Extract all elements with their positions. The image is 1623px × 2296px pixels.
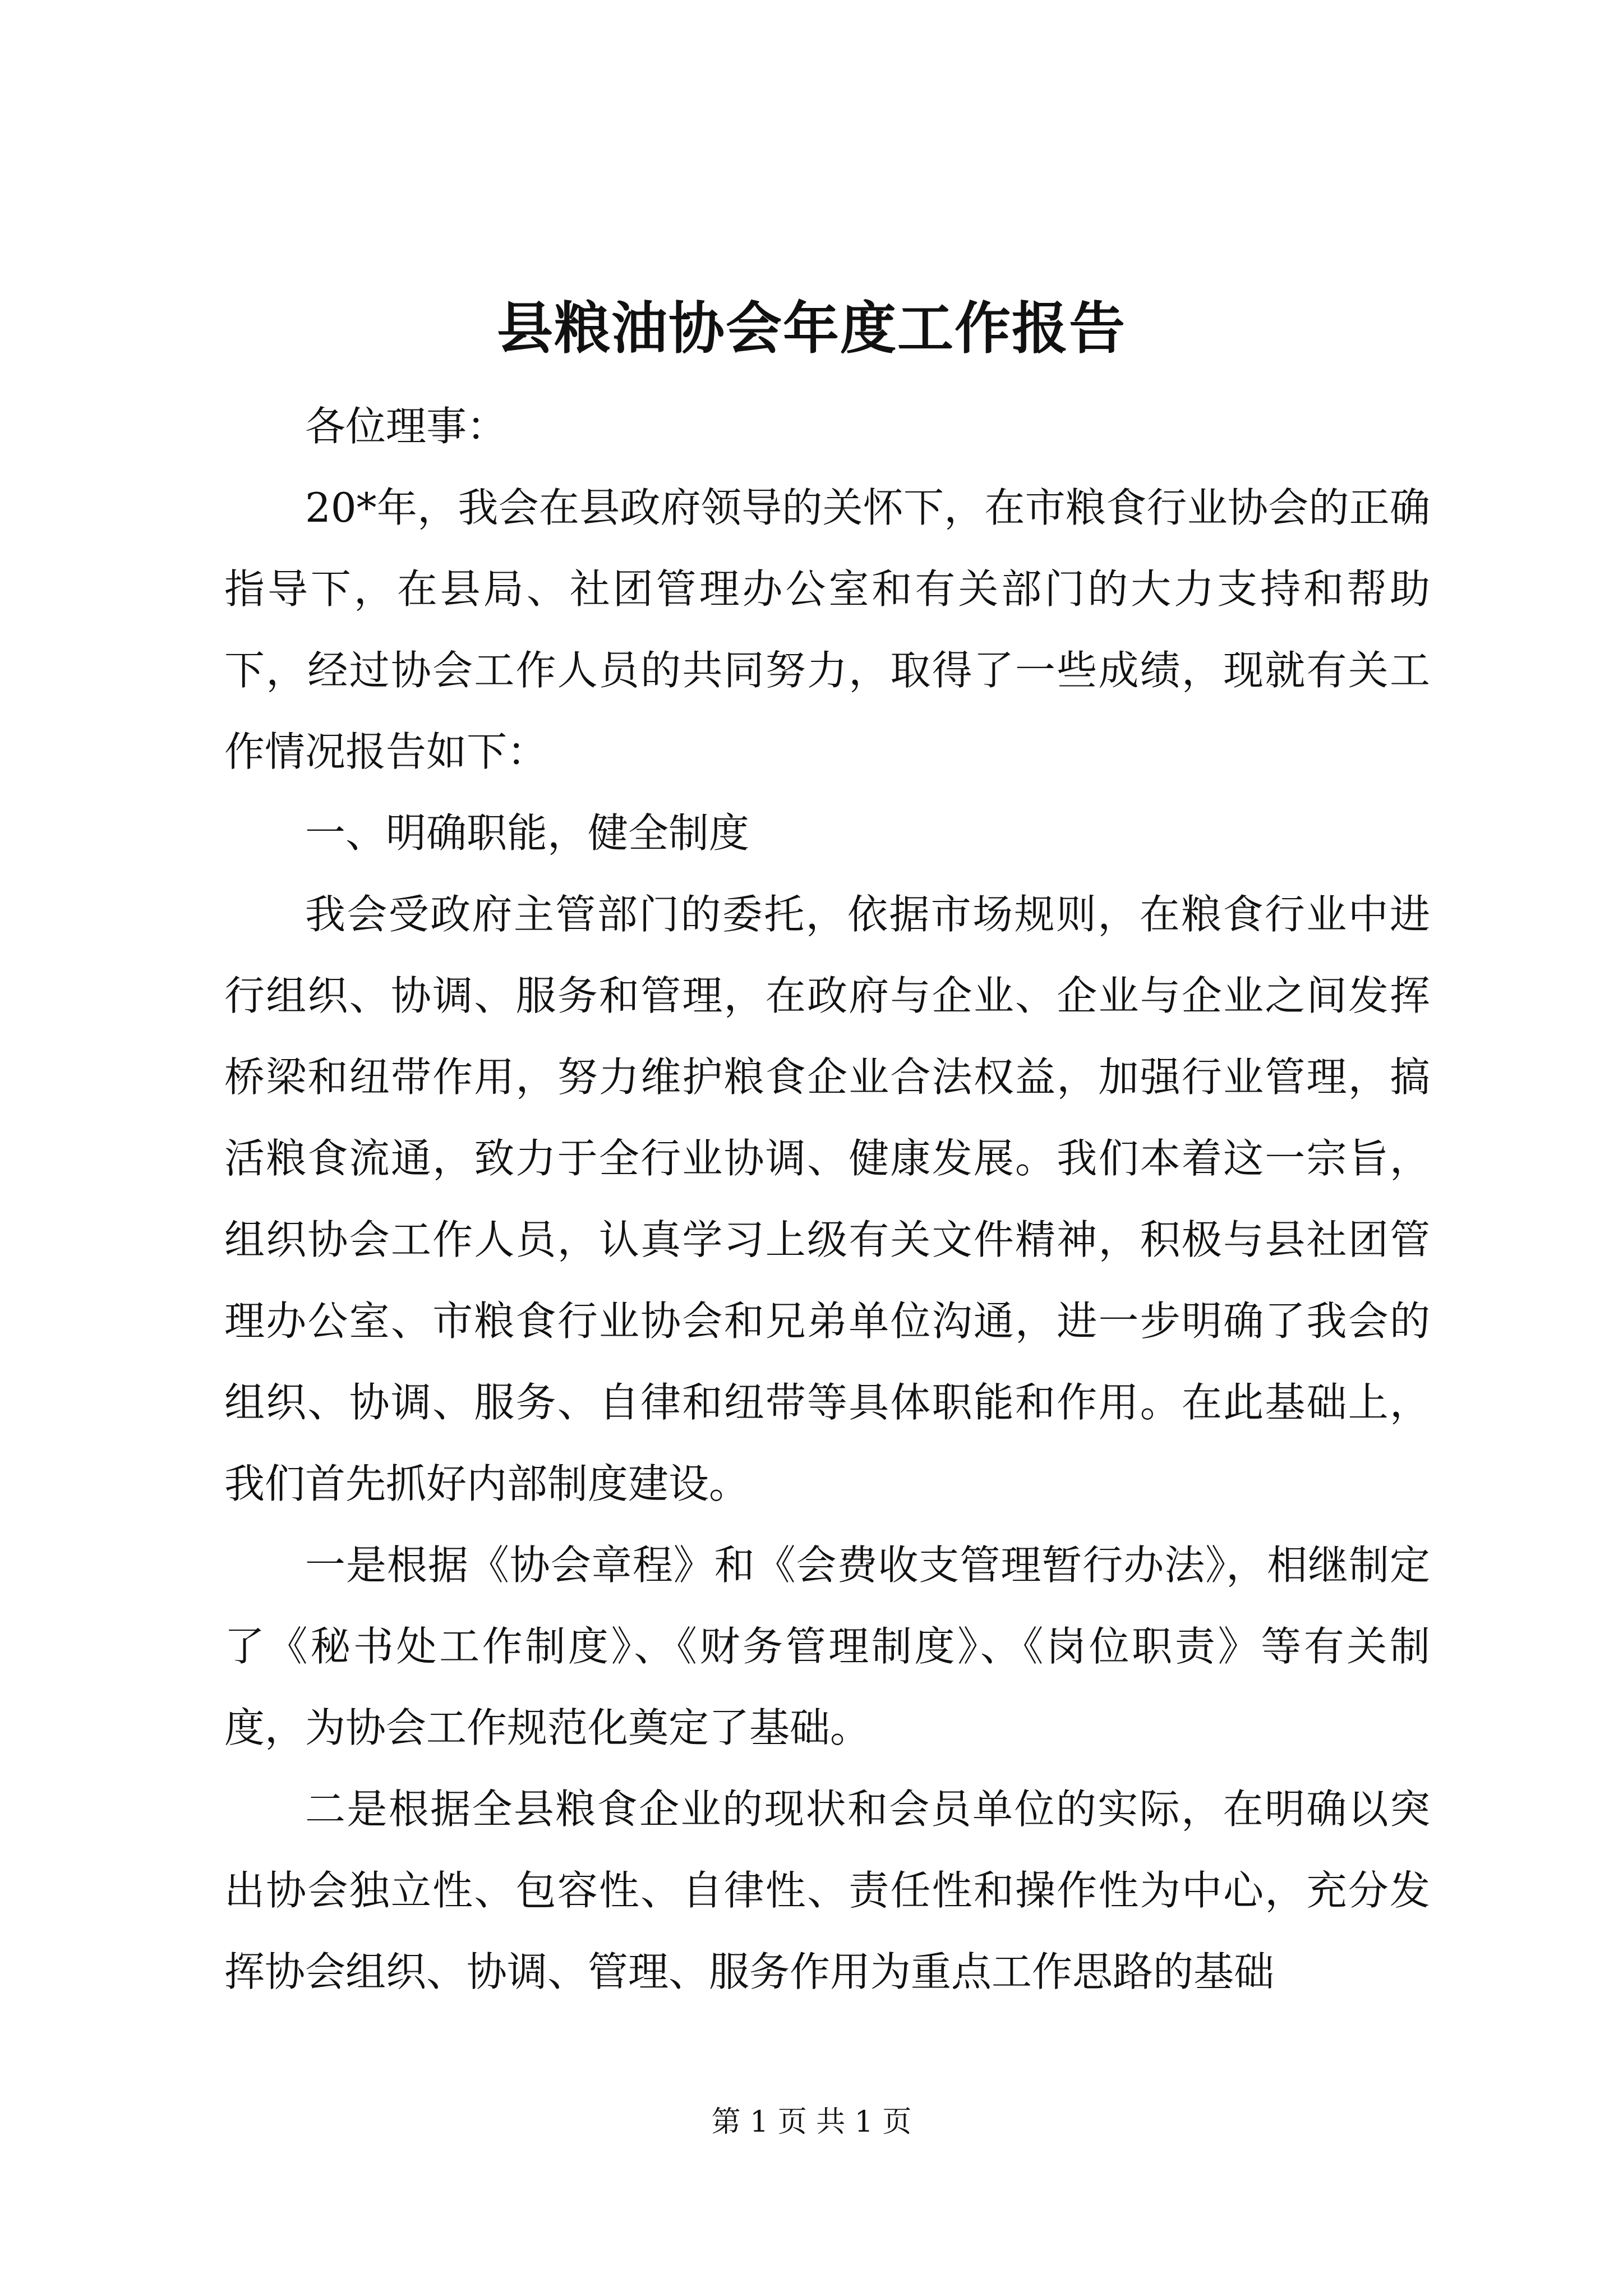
body-paragraph: 我会受政府主管部门的委托，依据市场规则，在粮食行业中进行组织、协调、服务和管理，在政府与企业、企业与企业之间发挥桥梁和纽带作用，努力维护粮食企业合法权益，加强行业管理，搞活粮食流通，致力于全行业协调、健康发展。我们本着这一宗旨，组织协会工作人员，认真学习上级有关文件精神，积极与县社团管理办公室、市粮食行业协会和兄弟单位沟通，进一步明确了我会的组织、协调、服务、自律和纽带等具体职能和作用。在此基础上，我们首先抓好内部制度建设。 [224,891,1430,1507]
body-paragraph: 二是根据全县粮食企业的现状和会员单位的实际，在明确以突出协会独立性、包容性、自律性、责任性和操作性为中心，充分发挥协会组织、协调、管理、服务作用为重点工作思路的基础 [224,1786,1430,1995]
page-footer: 第 1 页 共 1 页 [711,2105,912,2139]
document-body [224,386,1430,2013]
intro-paragraph: 20*年，我会在县政府领导的关怀下，在市粮食行业协会的正确指导下，在县局、社团管理办公室和有关部门的大力支持和帮助下，经过协会工作人员的共同努力，取得了一些成绩，现就有关工作情况报告如下： [224,484,1430,775]
body-paragraph: 一是根据《协会章程》和《会费收支管理暂行办法》，相继制定了《秘书处工作制度》、《财务管理制度》、《岗位职责》等有关制度，为协会工作规范化奠定了基础。 [224,1542,1430,1751]
section-heading: 一、明确职能，健全制度 [305,809,750,857]
salutation: 各位理事： [305,403,508,450]
document-title: 县粮油协会年度工作报告 [497,295,1126,361]
